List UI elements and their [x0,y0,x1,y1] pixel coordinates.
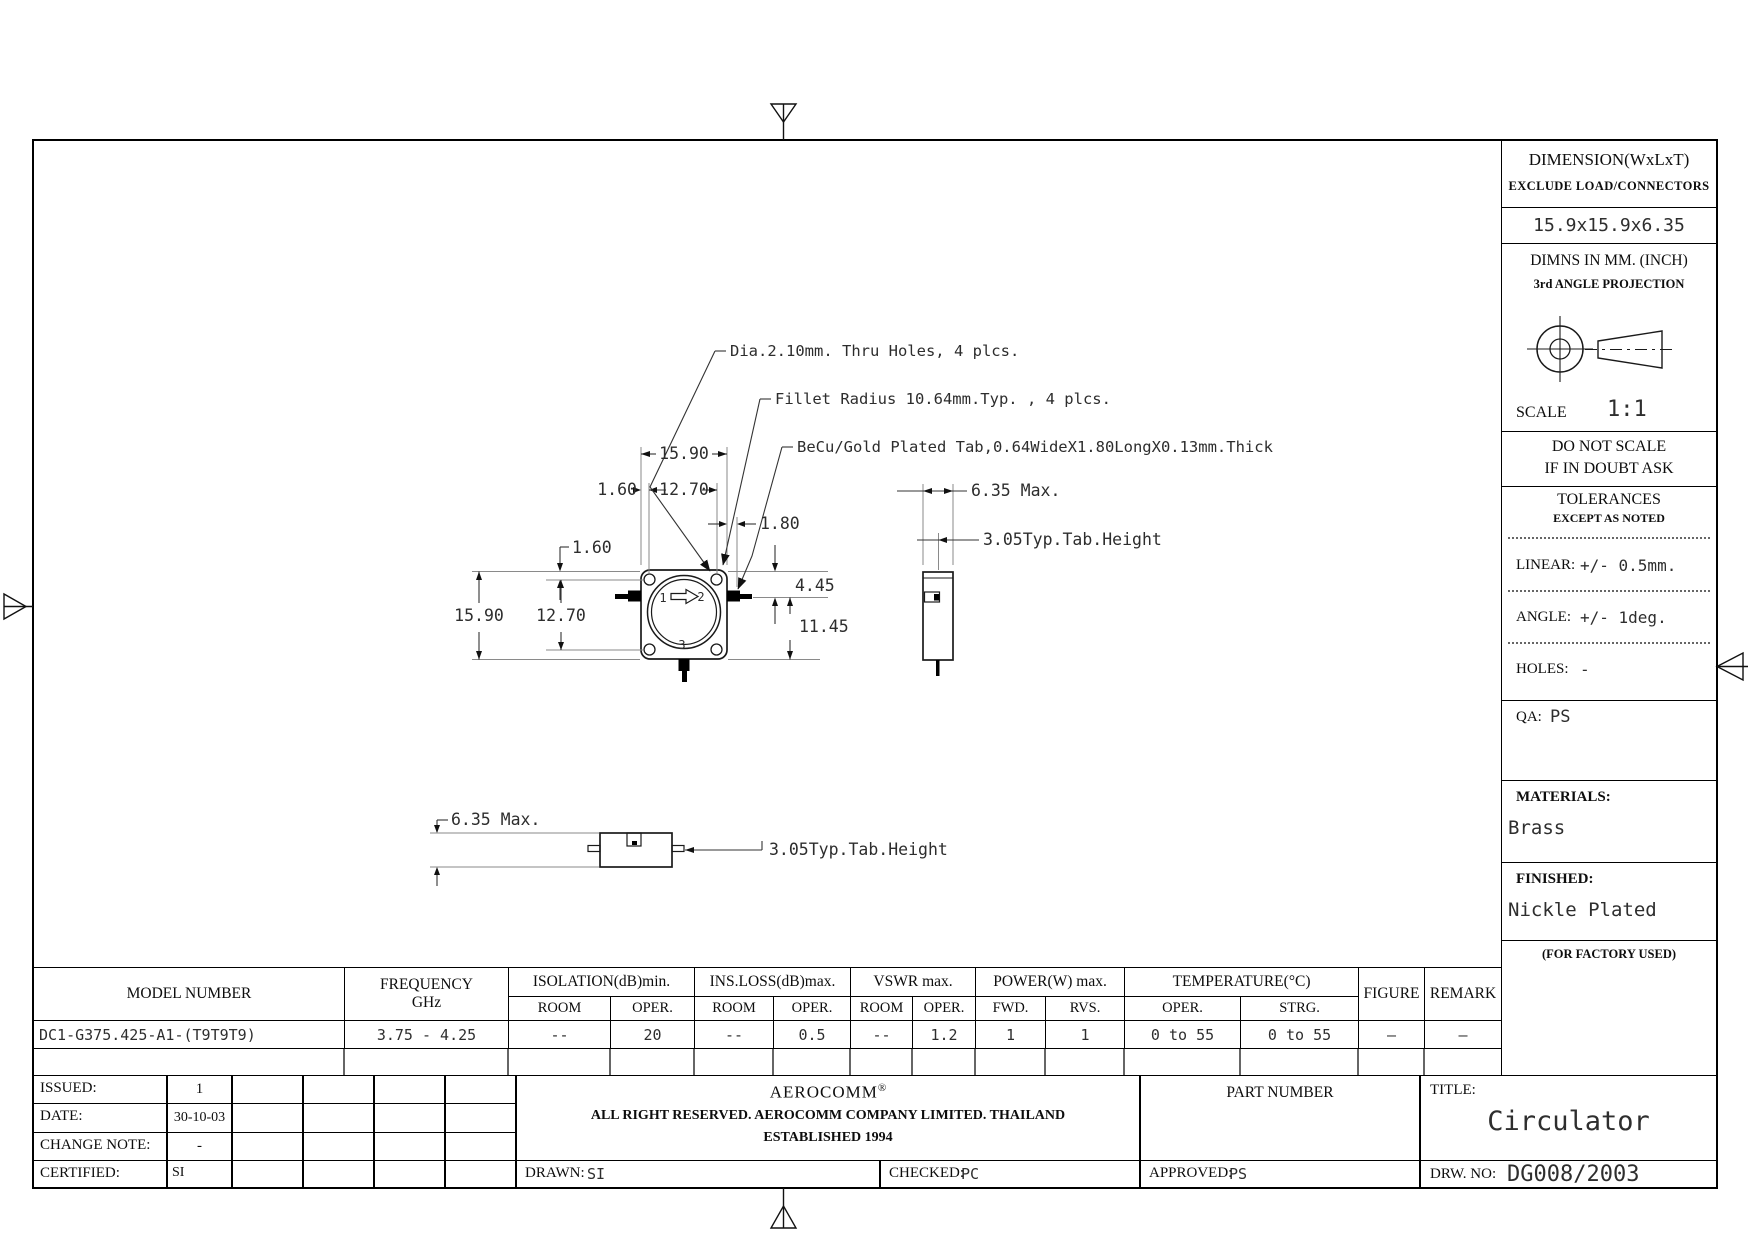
dim-left-span: 12.70 [536,606,586,625]
title-cell [1420,1075,1717,1161]
spec-row-model: DC1-G375.425-A1-(T9T9T9) [34,1021,345,1049]
issued-label: ISSUED: [40,1080,97,1096]
spec-row-pwr-rvs: 1 [1046,1021,1125,1049]
approved-cell [1140,1160,1420,1188]
panel-qa-value: PS [1550,707,1571,727]
spec-sub-room: ROOM [509,997,611,1021]
spec-header-temperature: TEMPERATURE(°C) [1125,968,1359,997]
drawn-cell [516,1160,880,1188]
title-label: TITLE: [1430,1082,1476,1098]
spec-row-temp-strg: 0 to 55 [1241,1021,1359,1049]
panel-dimension-sub: EXCLUDE LOAD/CONNECTORS [1508,179,1710,193]
spec-table [33,967,1502,1049]
part-number-block [1140,1075,1420,1161]
spec-header-power: POWER(W) max. [976,968,1125,997]
company-name: AEROCOMM [769,1082,878,1102]
certified-label: CERTIFIED: [40,1165,120,1181]
panel-scale-label: SCALE [1516,404,1567,421]
drawn-label: DRAWN: [525,1165,585,1181]
panel-holes-label: HOLES: [1516,661,1569,677]
empty-cell [303,1103,374,1133]
spec-header-remark: REMARK [1425,968,1502,1021]
certified-value: SI [172,1165,185,1180]
panel-finished-value: Nickle Plated [1508,899,1657,921]
panel-do-not-scale-box [1501,431,1717,487]
date-label: DATE: [40,1108,83,1124]
panel-do-not-scale-1: DO NOT SCALE [1551,438,1667,455]
spec-header-frequency: FREQUENCY GHz [345,968,509,1021]
panel-angle-value: +/- 1deg. [1580,608,1667,627]
spec-sub-room: ROOM [851,997,913,1021]
approved-label: APPROVED: [1149,1165,1233,1181]
callout-side-tab: 3.05Typ.Tab.Height [983,530,1162,549]
panel-projection-box [1501,243,1717,432]
dim-right-bottom: 11.45 [799,617,849,636]
spec-header-isolation: ISOLATION(dB)min. [509,968,695,997]
drawn-value: SI [587,1165,606,1183]
extension-lines [430,447,953,867]
empty-cell [445,1075,516,1104]
empty-cell [232,1160,303,1188]
callout-bottom-height: 6.35 Max. [451,810,541,829]
panel-materials-box [1501,780,1717,863]
panel-linear-label: LINEAR: [1516,557,1576,573]
empty-cell [303,1075,374,1104]
panel-dimension-title: DIMENSION(WxLxT) [1528,150,1690,169]
panel-units-line: DIMNS IN MM. (INCH) [1530,252,1688,269]
port-2-label: 2 [697,590,705,604]
spec-row-vswr-oper: 1.2 [913,1021,976,1049]
spec-header-vswr: VSWR max. [851,968,976,997]
panel-dimension-box [1501,140,1717,208]
date-value: 30-10-03 [173,1110,226,1125]
empty-cell [232,1075,303,1104]
annotation-leaders [650,351,793,589]
checked-cell [880,1160,1140,1188]
divider [1508,537,1710,539]
dim-top-offset: 1.60 [597,480,637,499]
spec-row-pwr-fwd: 1 [976,1021,1046,1049]
spec-sub-room: ROOM [695,997,774,1021]
empty-cell [303,1160,374,1188]
front-view [615,570,752,682]
spec-sub-oper: OPER. [774,997,851,1021]
spec-sub-fwd: FWD. [976,997,1046,1021]
drw-no-value: DG008/2003 [1507,1162,1640,1187]
spec-row-temp-oper: 0 to 55 [1125,1021,1241,1049]
side-view [923,572,953,676]
panel-do-not-scale-2: IF IN DOUBT ASK [1544,460,1674,477]
empty-cell [374,1075,445,1104]
spec-row-figure: – [1359,1021,1425,1049]
panel-materials-value: Brass [1508,817,1566,839]
panel-factory-note: (FOR FACTORY USED) [1541,947,1677,961]
change-note-value: - [197,1138,202,1154]
panel-dimension-value-box [1501,207,1717,244]
spec-row-iso-room: -- [509,1021,611,1049]
panel-factory-box [1501,940,1717,1076]
panel-tolerances-box [1501,486,1717,701]
panel-projection-line: 3rd ANGLE PROJECTION [1533,277,1685,291]
company-line2: ESTABLISHED 1994 [763,1130,893,1145]
checked-value: PC [961,1165,980,1183]
drw-no-label: DRW. NO: [1430,1166,1497,1182]
panel-angle-label: ANGLE: [1516,609,1571,625]
dim-left-offset: 1.60 [572,538,612,557]
registered-icon: ® [877,1082,887,1094]
divider [1508,590,1710,592]
empty-cell [232,1132,303,1161]
registration-marks [4,104,1748,1228]
annotation-tab: BeCu/Gold Plated Tab,0.64WideX1.80LongX0.13mm.Thick [797,438,1273,456]
gap-strip-dividers [344,1048,1424,1075]
change-note-label: CHANGE NOTE: [40,1137,151,1153]
dim-body-height: 15.90 [454,606,504,625]
company-line1: ALL RIGHT RESERVED. AEROCOMM COMPANY LIMITED. THAILAND [590,1108,1066,1123]
empty-cell [374,1132,445,1161]
spec-header-figure: FIGURE [1359,968,1425,1021]
spec-sub-strg: STRG. [1241,997,1359,1021]
callout-bottom-tab: 3.05Typ.Tab.Height [769,840,948,859]
company-name-line [517,1082,1139,1102]
spec-row-freq: 3.75 - 4.25 [345,1021,509,1049]
part-number-label: PART NUMBER [1226,1084,1334,1101]
panel-qa-box [1501,700,1717,781]
panel-tolerances-sub: EXCEPT AS NOTED [1553,511,1665,525]
dim-right-top: 4.45 [795,576,835,595]
port-flow-arrow [671,590,698,604]
spec-sub-oper: OPER. [913,997,976,1021]
empty-cell [445,1160,516,1188]
checked-label: CHECKED: [889,1165,964,1181]
empty-cell [445,1103,516,1133]
dim-top-width: 15.90 [659,444,709,463]
panel-materials-label: MATERIALS: [1516,789,1611,805]
panel-holes-value: - [1580,660,1590,679]
issued-value: 1 [195,1081,204,1097]
callout-side-width: 6.35 Max. [971,481,1061,500]
spec-sub-rvs: RVS. [1046,997,1125,1021]
company-block [516,1075,1140,1161]
panel-finished-box [1501,862,1717,941]
panel-scale-value: 1:1 [1607,397,1647,422]
spec-row-ins-room: -- [695,1021,774,1049]
spec-row-vswr-room: -- [851,1021,913,1049]
panel-finished-label: FINISHED: [1516,871,1594,887]
panel-dimension-value: 15.9x15.9x6.35 [1533,215,1685,236]
annotation-thru-holes: Dia.2.10mm. Thru Holes, 4 plcs. [730,342,1020,360]
panel-linear-value: +/- 0.5mm. [1580,556,1677,575]
panel-qa-label: QA: [1516,709,1542,725]
spec-row-ins-oper: 0.5 [774,1021,851,1049]
empty-cell [374,1103,445,1133]
panel-tolerances-title: TOLERANCES [1557,491,1661,508]
annotation-fillet: Fillet Radius 10.64mm.Typ. , 4 plcs. [775,390,1111,408]
empty-cell [374,1160,445,1188]
empty-cell [232,1103,303,1133]
port-3-label: 3 [678,638,686,652]
dim-tab-length: 1.80 [760,514,800,533]
title-value: Circulator [1487,1106,1650,1137]
bottom-view [588,833,684,867]
port-tabs [615,591,752,683]
spec-row-remark: – [1425,1021,1502,1049]
empty-cell [445,1132,516,1161]
empty-cell [303,1132,374,1161]
spec-sub-oper: OPER. [1125,997,1241,1021]
spec-header-insloss: INS.LOSS(dB)max. [695,968,851,997]
spec-header-model: MODEL NUMBER [34,968,345,1021]
port-1-label: 1 [659,591,667,605]
spec-row-iso-oper: 20 [611,1021,695,1049]
approved-value: PS [1229,1165,1248,1183]
divider [1508,642,1710,644]
spec-sub-oper: OPER. [611,997,695,1021]
drw-no-cell [1420,1160,1717,1188]
dim-top-span: 12.70 [659,480,709,499]
